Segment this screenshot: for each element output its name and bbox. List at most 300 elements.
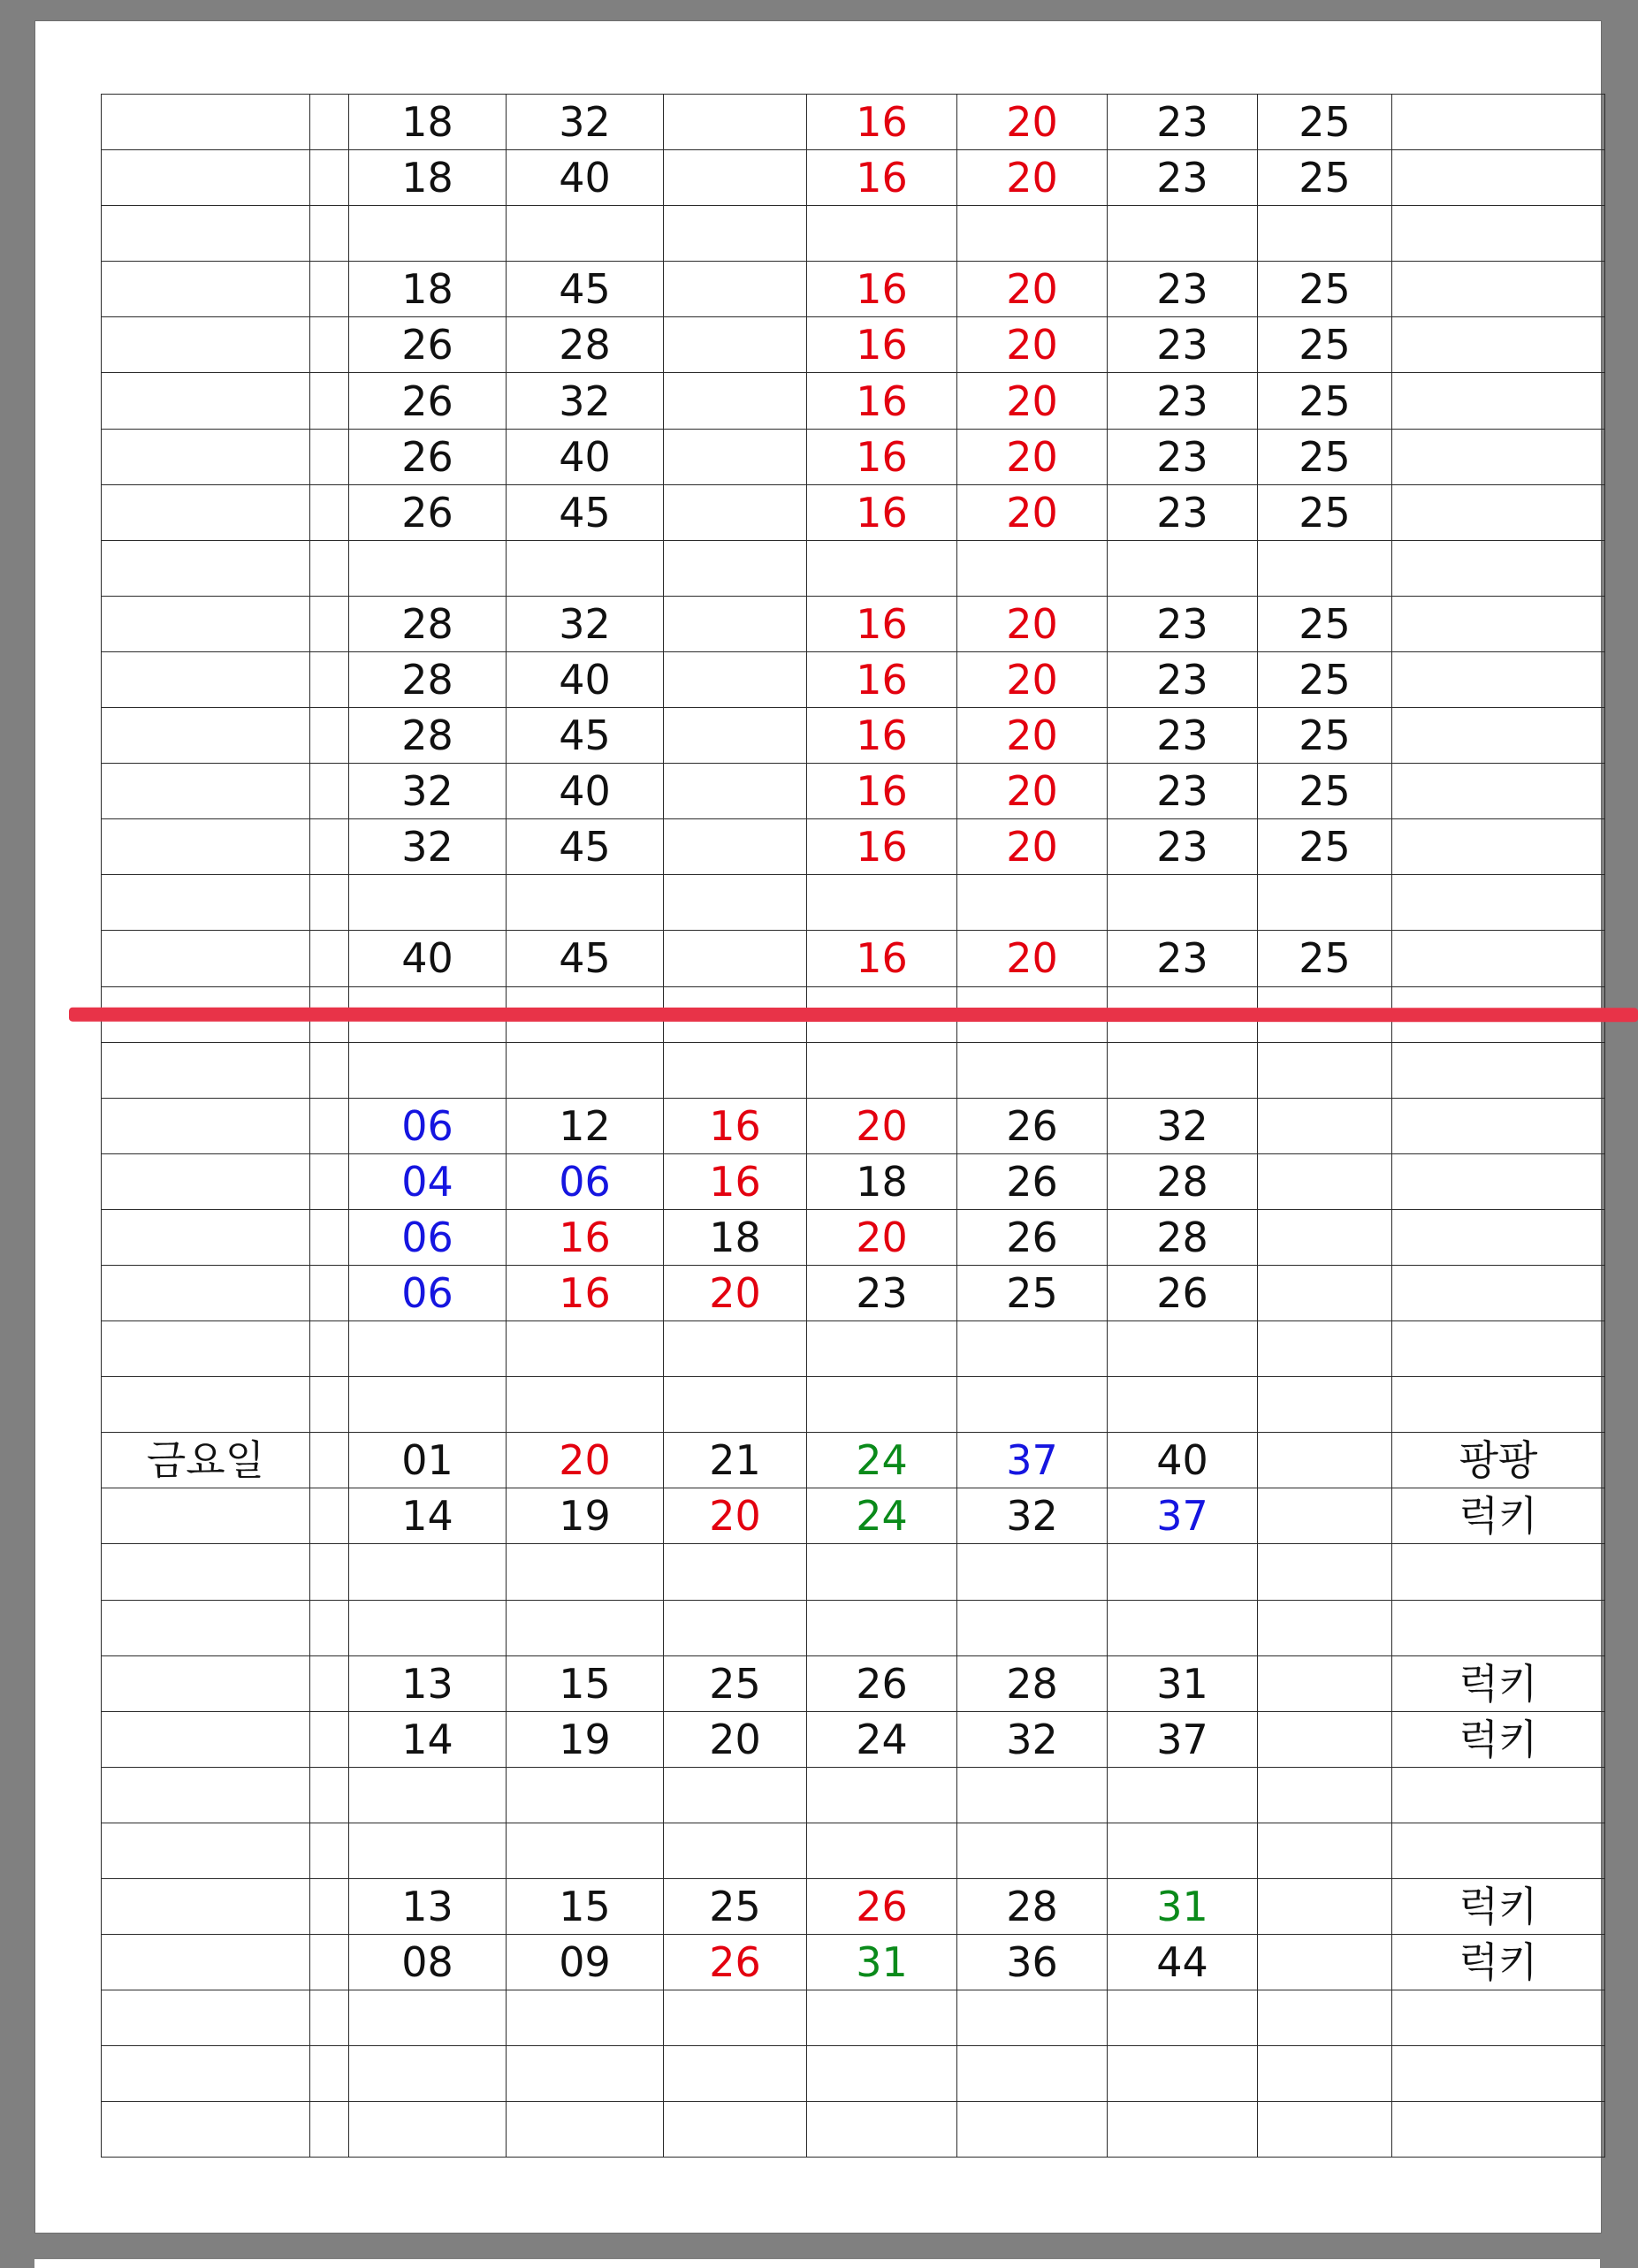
number-cell (1258, 206, 1392, 262)
number-cell (664, 206, 807, 262)
number-cell: 40 (507, 651, 664, 707)
number-cell (807, 206, 957, 262)
spacer-cell (310, 1098, 349, 1153)
number-cell (664, 1042, 807, 1098)
number-cell: 25 (1258, 708, 1392, 764)
spacer-cell (310, 764, 349, 819)
number-cell (664, 764, 807, 819)
number-cell (349, 2046, 507, 2102)
number-cell: 23 (1108, 484, 1258, 540)
number-cell (807, 1600, 957, 1655)
number-cell (664, 1767, 807, 1823)
number-cell (807, 1767, 957, 1823)
row-note (1392, 317, 1605, 373)
number-cell: 28 (1108, 1153, 1258, 1209)
row-note (1392, 262, 1605, 317)
row-note (1392, 1321, 1605, 1377)
spacer-cell (310, 1935, 349, 1990)
spacer-cell (310, 540, 349, 596)
number-cell (1258, 1265, 1392, 1320)
number-cell (1108, 2102, 1258, 2158)
spacer-cell (310, 150, 349, 206)
number-cell: 37 (1108, 1711, 1258, 1767)
spacer-cell (310, 262, 349, 317)
row-label (102, 1209, 310, 1265)
number-cell: 32 (349, 764, 507, 819)
number-cell (349, 1042, 507, 1098)
row-label (102, 1935, 310, 1990)
number-cell: 23 (1108, 931, 1258, 986)
spacer-cell (310, 2046, 349, 2102)
number-cell (1108, 1823, 1258, 1878)
row-label (102, 1042, 310, 1098)
number-cell: 32 (507, 373, 664, 429)
number-cell (664, 1600, 807, 1655)
row-label (102, 317, 310, 373)
number-cell: 20 (957, 819, 1108, 875)
row-note (1392, 596, 1605, 651)
number-cell: 36 (957, 1935, 1108, 1990)
number-cell (1258, 2046, 1392, 2102)
row-note (1392, 1042, 1605, 1098)
number-cell: 20 (957, 484, 1108, 540)
spacer-cell (310, 1823, 349, 1878)
number-cell (1108, 1990, 1258, 2046)
number-cell: 23 (1108, 596, 1258, 651)
number-cell: 16 (664, 1098, 807, 1153)
number-cell: 31 (1108, 1655, 1258, 1711)
number-cell: 16 (807, 651, 957, 707)
number-cell (1258, 1488, 1392, 1544)
spacer-cell (310, 95, 349, 150)
number-cell (664, 429, 807, 484)
spacer-cell (310, 1209, 349, 1265)
row-note (1392, 2102, 1605, 2158)
number-cell: 01 (349, 1433, 507, 1488)
table-row (102, 931, 1605, 986)
row-note (1392, 1544, 1605, 1600)
number-cell (1108, 875, 1258, 931)
number-cell: 26 (957, 1153, 1108, 1209)
number-cell (664, 1544, 807, 1600)
row-label (102, 1488, 310, 1544)
table-row (102, 150, 1605, 206)
row-label (102, 651, 310, 707)
spacer-cell (310, 651, 349, 707)
number-cell: 20 (957, 651, 1108, 707)
number-cell: 26 (664, 1935, 807, 1990)
number-cell (349, 1823, 507, 1878)
number-cell: 44 (1108, 1935, 1258, 1990)
number-cell (664, 1377, 807, 1433)
number-cell (807, 540, 957, 596)
table-row (102, 2102, 1605, 2158)
number-cell: 40 (507, 764, 664, 819)
number-cell: 32 (957, 1488, 1108, 1544)
number-cell: 15 (507, 1655, 664, 1711)
row-note (1392, 484, 1605, 540)
number-cell (664, 95, 807, 150)
table-row (102, 875, 1605, 931)
row-note: 럭키 (1392, 1488, 1605, 1544)
spacer-cell (310, 1990, 349, 2046)
row-label (102, 931, 310, 986)
number-cell (1258, 1377, 1392, 1433)
number-cell: 26 (957, 1098, 1108, 1153)
number-cell (1258, 1098, 1392, 1153)
spacer-cell (310, 1488, 349, 1544)
number-cell (507, 2102, 664, 2158)
row-label (102, 1711, 310, 1767)
number-cell: 25 (1258, 931, 1392, 986)
number-cell: 26 (807, 1655, 957, 1711)
row-label (102, 484, 310, 540)
table-row (102, 95, 1605, 150)
number-cell: 20 (807, 1209, 957, 1265)
number-cell (1258, 1042, 1392, 1098)
number-cell: 16 (807, 429, 957, 484)
number-cell: 25 (1258, 317, 1392, 373)
spacer-cell (310, 1265, 349, 1320)
number-cell (807, 1377, 957, 1433)
number-cell (957, 875, 1108, 931)
table-row (102, 1433, 1605, 1488)
number-cell (664, 596, 807, 651)
number-cell: 16 (807, 95, 957, 150)
number-cell: 25 (1258, 596, 1392, 651)
table-row (102, 1098, 1605, 1153)
number-cell: 16 (807, 484, 957, 540)
table-row (102, 1935, 1605, 1990)
number-cell: 26 (807, 1879, 957, 1935)
number-cell (957, 1767, 1108, 1823)
number-cell (664, 150, 807, 206)
number-cell (807, 1544, 957, 1600)
number-cell (349, 875, 507, 931)
number-cell (664, 708, 807, 764)
number-cell (1258, 1153, 1392, 1209)
number-cell: 28 (349, 708, 507, 764)
number-cell (664, 2046, 807, 2102)
row-label (102, 1377, 310, 1433)
row-label (102, 373, 310, 429)
number-cell: 31 (807, 1935, 957, 1990)
row-note (1392, 764, 1605, 819)
spacer-cell (310, 484, 349, 540)
row-note (1392, 2046, 1605, 2102)
number-cell: 20 (957, 373, 1108, 429)
row-label (102, 262, 310, 317)
row-note: 럭키 (1392, 1935, 1605, 1990)
number-cell (664, 931, 807, 986)
number-cell: 20 (957, 764, 1108, 819)
number-cell: 40 (507, 150, 664, 206)
number-cell: 23 (1108, 651, 1258, 707)
number-cell (664, 317, 807, 373)
number-cell: 23 (1108, 150, 1258, 206)
number-cell: 23 (1108, 708, 1258, 764)
document-page (34, 20, 1602, 2234)
number-cell: 19 (507, 1711, 664, 1767)
table-row (102, 1600, 1605, 1655)
number-cell: 20 (957, 95, 1108, 150)
number-cell: 26 (349, 373, 507, 429)
number-cell (1258, 1209, 1392, 1265)
number-cell: 37 (1108, 1488, 1258, 1544)
table-row (102, 1488, 1605, 1544)
number-cell: 40 (349, 931, 507, 986)
table-row (102, 1153, 1605, 1209)
number-cell (507, 1600, 664, 1655)
number-cell (349, 1990, 507, 2046)
spacer-cell (310, 1879, 349, 1935)
table-row (102, 373, 1605, 429)
number-cell: 23 (1108, 262, 1258, 317)
number-cell (1258, 1600, 1392, 1655)
number-cell: 25 (1258, 819, 1392, 875)
number-cell (507, 2046, 664, 2102)
number-cell (1258, 2102, 1392, 2158)
spacer-cell (310, 1042, 349, 1098)
row-label (102, 1153, 310, 1209)
number-cell: 14 (349, 1711, 507, 1767)
table-row (102, 1321, 1605, 1377)
number-cell (1258, 540, 1392, 596)
row-label (102, 708, 310, 764)
number-cell (664, 540, 807, 596)
number-cell: 32 (507, 596, 664, 651)
spacer-cell (310, 1377, 349, 1433)
number-cell: 14 (349, 1488, 507, 1544)
number-cell (507, 875, 664, 931)
number-cell (349, 1377, 507, 1433)
number-cell: 24 (807, 1433, 957, 1488)
row-label (102, 1767, 310, 1823)
number-cell: 04 (349, 1153, 507, 1209)
number-cell: 18 (807, 1153, 957, 1209)
number-cell: 45 (507, 484, 664, 540)
table-row (102, 2046, 1605, 2102)
number-cell: 20 (664, 1265, 807, 1320)
table-row (102, 1655, 1605, 1711)
row-label (102, 150, 310, 206)
spacer-cell (310, 1321, 349, 1377)
spacer-cell (310, 373, 349, 429)
row-note (1392, 875, 1605, 931)
spacer-cell (310, 819, 349, 875)
number-cell (957, 1321, 1108, 1377)
row-label (102, 2046, 310, 2102)
row-label (102, 1655, 310, 1711)
number-cell (664, 373, 807, 429)
number-cell: 18 (664, 1209, 807, 1265)
number-cell: 12 (507, 1098, 664, 1153)
row-label (102, 1321, 310, 1377)
number-cell: 09 (507, 1935, 664, 1990)
number-cell (957, 2046, 1108, 2102)
number-cell (664, 875, 807, 931)
number-cell: 25 (1258, 651, 1392, 707)
number-cell: 13 (349, 1879, 507, 1935)
number-cell: 16 (807, 596, 957, 651)
number-cell (664, 651, 807, 707)
spacer-cell (310, 931, 349, 986)
number-cell: 15 (507, 1879, 664, 1935)
number-cell: 25 (1258, 95, 1392, 150)
number-cell (507, 1823, 664, 1878)
number-cell: 45 (507, 819, 664, 875)
number-cell: 16 (807, 931, 957, 986)
number-cell (1258, 1823, 1392, 1878)
number-cell (807, 2102, 957, 2158)
row-note (1392, 150, 1605, 206)
spacer-cell (310, 429, 349, 484)
number-cell (507, 1321, 664, 1377)
table-row (102, 1879, 1605, 1935)
table-row (102, 484, 1605, 540)
number-cell: 28 (957, 1879, 1108, 1935)
number-cell (957, 1377, 1108, 1433)
number-cell: 20 (957, 596, 1108, 651)
number-cell: 25 (664, 1879, 807, 1935)
number-cell: 25 (1258, 262, 1392, 317)
number-cell (1258, 1711, 1392, 1767)
number-cell (349, 1767, 507, 1823)
row-note: 럭키 (1392, 1711, 1605, 1767)
number-cell (349, 2102, 507, 2158)
row-label (102, 429, 310, 484)
row-note (1392, 1767, 1605, 1823)
number-cell: 06 (507, 1153, 664, 1209)
row-label (102, 540, 310, 596)
number-cell (664, 1990, 807, 2046)
number-cell (1258, 1767, 1392, 1823)
number-cell: 45 (507, 931, 664, 986)
table-row (102, 1377, 1605, 1433)
number-cell: 23 (1108, 95, 1258, 150)
row-note: 팡팡 (1392, 1433, 1605, 1488)
table-row (102, 596, 1605, 651)
number-cell: 32 (349, 819, 507, 875)
number-cell: 06 (349, 1098, 507, 1153)
table-row (102, 1209, 1605, 1265)
row-label (102, 1600, 310, 1655)
number-cell (1258, 1990, 1392, 2046)
number-cell: 16 (807, 262, 957, 317)
number-cell (807, 1042, 957, 1098)
table-row (102, 708, 1605, 764)
number-cell: 26 (957, 1209, 1108, 1265)
table-row (102, 1042, 1605, 1098)
row-note (1392, 1600, 1605, 1655)
number-cell: 06 (349, 1209, 507, 1265)
row-note (1392, 1265, 1605, 1320)
number-cell: 32 (1108, 1098, 1258, 1153)
number-cell: 20 (957, 150, 1108, 206)
row-note (1392, 1209, 1605, 1265)
number-cell: 16 (807, 150, 957, 206)
table-row (102, 1711, 1605, 1767)
table-row (102, 1544, 1605, 1600)
row-label (102, 875, 310, 931)
number-cell (807, 1823, 957, 1878)
number-cell: 19 (507, 1488, 664, 1544)
row-label: 금요일 (102, 1433, 310, 1488)
row-note: 럭키 (1392, 1879, 1605, 1935)
row-label (102, 1544, 310, 1600)
table-row (102, 540, 1605, 596)
red-divider-line (69, 1008, 1638, 1023)
number-cell: 16 (807, 373, 957, 429)
number-cell (349, 206, 507, 262)
number-cell: 18 (349, 95, 507, 150)
number-cell: 26 (1108, 1265, 1258, 1320)
number-cell (1258, 1879, 1392, 1935)
number-cell: 23 (807, 1265, 957, 1320)
number-cell: 20 (957, 931, 1108, 986)
number-cell: 28 (349, 651, 507, 707)
number-cell: 16 (807, 819, 957, 875)
table-row (102, 1823, 1605, 1878)
number-cell (1258, 1935, 1392, 1990)
number-cell: 16 (507, 1265, 664, 1320)
number-cell (507, 1042, 664, 1098)
number-cell: 23 (1108, 764, 1258, 819)
row-note (1392, 651, 1605, 707)
table-row (102, 1990, 1605, 2046)
number-cell: 13 (349, 1655, 507, 1711)
number-cell: 45 (507, 262, 664, 317)
table-row (102, 1265, 1605, 1320)
row-label (102, 206, 310, 262)
number-table (101, 94, 1605, 2158)
number-cell: 37 (957, 1433, 1108, 1488)
spacer-cell (310, 206, 349, 262)
table-row (102, 317, 1605, 373)
spacer-cell (310, 317, 349, 373)
number-cell: 20 (664, 1488, 807, 1544)
number-cell (957, 2102, 1108, 2158)
number-cell: 18 (349, 262, 507, 317)
number-cell (1108, 206, 1258, 262)
number-cell: 16 (807, 764, 957, 819)
table-row (102, 819, 1605, 875)
row-note (1392, 1823, 1605, 1878)
spacer-cell (310, 1767, 349, 1823)
row-note (1392, 931, 1605, 986)
spacer-cell (310, 1544, 349, 1600)
spacer-cell (310, 596, 349, 651)
row-note (1392, 1153, 1605, 1209)
number-cell (1258, 1655, 1392, 1711)
number-cell (807, 875, 957, 931)
number-cell: 31 (1108, 1879, 1258, 1935)
number-cell (957, 206, 1108, 262)
spacer-cell (310, 1153, 349, 1209)
number-cell (957, 1600, 1108, 1655)
table-row (102, 764, 1605, 819)
number-cell: 16 (507, 1209, 664, 1265)
number-cell: 23 (1108, 429, 1258, 484)
row-label (102, 1990, 310, 2046)
number-cell (1258, 1433, 1392, 1488)
row-note: 럭키 (1392, 1655, 1605, 1711)
number-cell (957, 1990, 1108, 2046)
number-cell: 25 (1258, 150, 1392, 206)
number-cell (349, 1600, 507, 1655)
table-row (102, 651, 1605, 707)
row-label (102, 596, 310, 651)
